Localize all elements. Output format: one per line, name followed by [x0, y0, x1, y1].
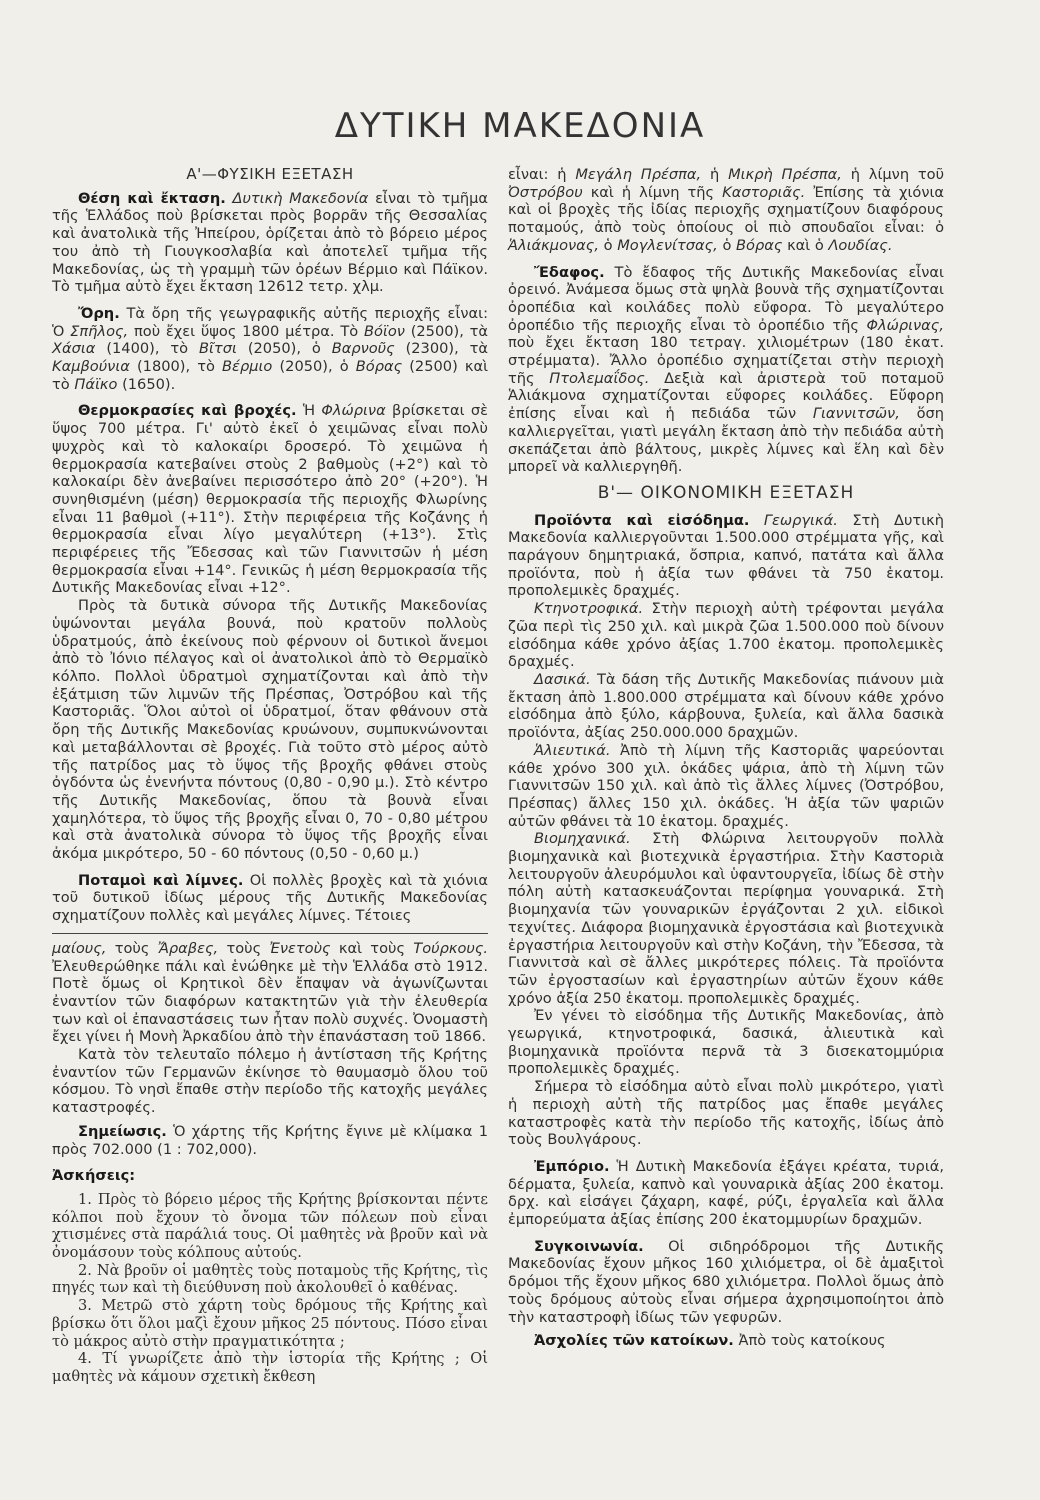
mountain-name: Καμβούνια: [52, 358, 130, 376]
text-soil-1: Τὸ ἔδαφος τῆς Δυτικῆς Μακεδονίας εἶναι ὀρεινό. Ἀνάμεσα ὅμως στὰ ψηλὰ βουνὰ τῆς σχηματίζονται ὀροπέδια καὶ κοιλάδες πολὺ εὔφορα. Τὸ μεγαλύτερο ὀροπέδιο τῆς περιοχῆς εἶναι τὸ ὀροπέδιο τῆς: [508, 263, 944, 334]
paragraph-rivers: [52, 872, 488, 925]
paragraph-mountains: [52, 305, 488, 394]
divider-rule: [52, 933, 488, 934]
text-transport: Οἱ σιδηρόδρομοι τῆς Δυτικῆς Μακεδονίας ἔχουν μῆκος 160 χιλιόμετρα, οἱ δὲ ἁμαξιτοὶ δρόμοι τῆς ἔχουν μῆκος 680 χιλιόμετρα. Πολλοὶ ὅμως ἀπὸ τοὺς δρόμους αὐτοὺς εἶναι σήμερα ἀχρησιμοποίητοι ἀπὸ τὴν καταστροφὴ ἰδίως τῶν γεφυρῶν.: [508, 1237, 945, 1326]
paragraph-livestock: [508, 600, 944, 671]
mountain-name: Πάϊκο: [74, 375, 118, 393]
paragraph-climate: [52, 402, 488, 597]
place-florina: Φλώρινας,: [866, 316, 944, 334]
text-lakes-6: ὁ: [603, 236, 613, 254]
exercise-item: 2. Νὰ βροῦν οἱ μαθητὲς τοὺς ποταμοὺς τῆς Κρήτης, τὶς πηγές των καὶ τὴ διεύθυνση ποὺ ἀκολουθεῖ ὁ καθένας.: [52, 1261, 488, 1297]
text-crete-4: Ἐλευθερώθηκε πάλι καὶ ἑνώθηκε μὲ τὴν Ἑλλάδα στὸ 1912. Ποτὲ ὅμως οἱ Κρητικοὶ δὲν ἔπαψαν νὰ ἀγωνίζωνται ἐναντίον τῶν διαφόρων κατακτητῶν γιὰ τὴν ἐλευθερία των καὶ οἱ ἐπαναστάσεις των ἦταν πολὺ συχνές. Ὀνομαστὴ ἔχει γίνει ἡ Μονὴ Ἀρκαδίου ἀπὸ τὴν ἐπανάσταση τοῦ 1866.: [52, 957, 488, 1046]
mountain-name: Βέρμιο: [222, 358, 273, 376]
category-fishing: Ἁλιευτικά.: [534, 741, 611, 759]
text-agricultural: Στὴ Δυτικὴ Μακεδονία καλλιεργοῦνται 1.500.000 στρέμματα γῆς, καὶ παράγουν δημητριακά, ὄσπρια, καπνό, πατάτα καὶ ἄλλα προϊόντα, ποὺ ἡ ἀξία των φθάνει τὰ 750 ἑκατομ. προπολεμικὲς δραχμές.: [508, 511, 945, 600]
text-forestry: Τὰ δάση τῆς Δυτικῆς Μακεδονίας πιάνουν μιὰ ἔκταση ἀπὸ 1.800.000 στρέμματα καὶ δίνουν κάθε χρόνο εἰσόδημα ἀπὸ ξύλο, κάρβουνα, ξυλεία, καὶ ἄλλα δασικὰ προϊόντα, ἀξίας 250.000.000 δραχμῶν.: [508, 670, 945, 742]
text-livestock: Στὴν περιοχὴ αὐτὴ τρέφονται μεγάλα ζῶα περὶ τὶς 250 χιλ. καὶ μικρὰ ζῶα 1.500.000 ποὺ δίνουν εἰσόδημα κάθε χρόνο ἀξίας 1.700 ἑκατομ. προπολεμικὲς δραχμές.: [508, 600, 944, 671]
text-lakes-5: Ἐπίσης τὰ χιόνια καὶ οἱ βροχὲς τῆς ἰδίας περιοχῆς σχηματίζουν διαφόρους ποταμούς, ἀπὸ τοὺς ὁποίους οἱ πιὸ σπουδαῖοι εἶναι: ὁ: [508, 183, 945, 237]
text-industrial: Στὴ Φλώρινα λειτουργοῦν πολλὰ βιομηχανικὰ καὶ βιοτεχνικὰ ἐργαστήρια. Στὴν Καστοριὰ λειτουργοῦν ἀλευρόμυλοι καὶ ὑφαντουργεῖα, ἰδίως δὲ στὴν πόλη αὐτὴ κατασκευάζονται περίφημα γουναρικά. Στὴ βιομηχανία τῶν γουναρικῶν ἐργάζονται 2 χιλ. εἰδικοὶ τεχνίτες. Διάφορα βιομηχανικὰ ἐργοστάσια καὶ βιοτεχνικὰ ἐργαστήρια λειτουργοῦν καὶ στὴν Κοζάνη, τὴν Ἔδεσσα, τὰ Γιαννιτσὰ καὶ σὲ ἄλλες μικρότερες πόλεις. Τὰ προϊόντα τῶν ἐργοστασίων καὶ ἐργαστηρίων αὐτῶν ἔχουν κάθε χρόνο ἀξία 250 ἑκατομ. προπολεμικὲς δραχμές.: [508, 830, 945, 1007]
mountain-name: Βαρνοῦς: [331, 340, 395, 358]
text-position: εἶναι τὸ τμῆμα τῆς Ἑλλάδος ποὺ βρίσκεται πρὸς βορρᾶν τῆς Θεσσαλίας καὶ ἀνατολικὰ τῆς Ἠπείρου, ὁρίζεται ἀπὸ τὸ βόρειο μέρος του ἀπὸ τὴ Γιουγκοσλαβία καὶ ἀποτελεῖ τμῆμα τῆς Μακεδονίας, ὡς τὴ γραμμὴ τῶν ὀρέων Βέρμιο καὶ Πάϊκον. Τὸ τμῆμα αὐτὸ ἔχει ἔκταση 12612 τετρ. χλμ.: [52, 189, 488, 296]
term-arabs: Ἄραβες,: [157, 939, 219, 957]
paragraph-crete-history: [52, 940, 488, 1046]
exercise-item: 1. Πρὸς τὸ βόρειο μέρος τῆς Κρήτης βρίσκονται πέντε κόλποι ποὺ ἔχουν τὸ ὄνομα τῶν πόλεων ποὺ εἶναι χτισμένες στὰ παράλιά τους. Οἱ μαθητὲς νὰ βροῦν καὶ νὰ ὀνομάσουν τοὺς κόλπους αὐτούς.: [52, 1190, 488, 1262]
text-mountains-1: Τὰ ὄρη τῆς γεωγραφικῆς αὐτῆς περιοχῆς εἶναι: Ὁ: [52, 304, 489, 340]
text-note: Ὁ χάρτης τῆς Κρήτης ἔγινε μὲ κλίμακα 1 πρὸς 702.000 (1 : 702,000).: [52, 1122, 489, 1158]
lead-products: Προϊόντα καὶ εἰσόδημα.: [534, 511, 750, 529]
text-mountains-6: (2300), τὰ: [405, 340, 489, 358]
text-mountains-3: (2500), τὰ: [410, 322, 489, 340]
term-turks: Τούρκους.: [413, 939, 489, 957]
exercise-item: 4. Τί γνωρίζετε ἀπὸ τὴν ἱστορία τῆς Κρήτης ; Οἱ μαθητὲς νὰ κάμουν σχετικὴ ἔκθεση: [52, 1350, 488, 1385]
mountain-name: Σπῆλος,: [70, 322, 129, 340]
category-livestock: Κτηνοτροφικά.: [534, 600, 644, 618]
lead-mountains: Ὄρη.: [78, 304, 120, 322]
text-mountains-2: ποὺ ἔχει ὕψος 1800 μέτρα. Τὸ: [133, 322, 359, 340]
paragraph-transport: [508, 1238, 944, 1327]
left-column: [52, 166, 488, 1386]
lead-occupations: Ἀσχολίες τῶν κατοίκων.: [534, 1332, 734, 1350]
term-venetians: Ἐνετοὺς: [269, 939, 331, 957]
right-column: [508, 166, 944, 1350]
mountain-name: Βῖτσι: [198, 340, 237, 358]
lead-rivers: Ποταμοὶ καὶ λίμνες.: [78, 871, 244, 889]
text-lakes-8: καὶ ὁ: [787, 236, 824, 254]
text-mountains-7: (1800), τὸ: [136, 358, 215, 376]
text-trade: Ἡ Δυτικὴ Μακεδονία ἐξάγει κρέατα, τυριά, δέρματα, ξυλεία, καπνὸ καὶ γουναρικὰ ἀξίας 200 ἑκατομ. δρχ. καὶ εἰσάγει ζάχαρη, καφέ, ρύζι, ἐργαλεῖα καὶ ἄλλα ἐμπορεύματα ἀξίας ἐπίσης 200 ἑκατομμυρίων δραχμῶν.: [508, 1157, 945, 1229]
paragraph-income-today: Σήμερα τὸ εἰσόδημα αὐτὸ εἶναι πολὺ μικρότερο, γιατὶ ἡ περιοχὴ αὐτὴ τῆς πατρίδος μας ἔπαθε μεγάλες καταστροφὲς κατὰ τὴν περίοδο τῆς κατοχῆς, ἰδίως ἀπὸ τοὺς Βουλγάρους.: [508, 1078, 944, 1149]
paragraph-industrial: [508, 830, 944, 1007]
lead-climate: Θερμοκρασίες καὶ βροχές.: [78, 402, 297, 420]
lake-name: Ὀστρόβου: [508, 183, 583, 201]
paragraph-position: [52, 190, 488, 296]
paragraph-agricultural: [508, 512, 944, 601]
text-mountains-10: (1650).: [122, 375, 176, 393]
lake-name: Καστοριᾶς.: [722, 183, 806, 201]
river-name: Ἁλιάκμονας,: [508, 236, 599, 254]
text-mountains-5: (2050), ὁ: [247, 340, 321, 358]
text-climate-2: βρίσκεται σὲ ὕψος 700 μέτρα. Γι' αὐτὸ ἐκεῖ ὁ χειμῶνας εἶναι πολὺ ψυχρὸς καὶ τὸ καλοκαίρι δροσερό. Τὸ χειμῶνα ἡ θερμοκρασία κατεβαίνει στοὺς 2 βαθμοὺς (+2°) καὶ τὸ καλοκαίρι δὲν ἀνεβαίνει περισσότερο ἀπὸ 20° (+20°). Ἡ συνηθισμένη (μέση) θερμοκρασία τῆς περιοχῆς Φλωρίνης εἶναι 11 βαθμοὶ (+11°). Στὴν περιφέρεια τῆς Κοζάνης ἡ θερμοκρασία εἶναι λίγο μεγαλύτερη (+13°). Στὶς περιφέρειες τῆς Ἔδεσσας καὶ τῶν Γιαννιτσῶν ἡ μέση θερμοκρασία εἶναι +14°. Γενικῶς ἡ μέση θερμοκρασία τῆς Δυτικῆς Μακεδονίας εἶναι +12°.: [52, 402, 489, 597]
text-soil-4: ὅση καλλιεργεῖται, γιατὶ μεγάλη ἔκταση ἀπὸ τὴν πεδιάδα αὐτὴ σκεπάζεται ἀπὸ βάλτους, μικρὲς λίμνες καὶ ἕλη καὶ δὲν μπορεῖ νὰ καλλιεργηθῆ.: [508, 405, 945, 476]
paragraph-soil: [508, 264, 944, 476]
mountain-name: Χάσια: [52, 340, 96, 358]
paragraph-trade: [508, 1158, 944, 1229]
place-ptolemaida: Πτολεμαΐδος.: [549, 369, 650, 387]
lead-trade: Ἐμπόριο.: [534, 1157, 610, 1175]
text-rivers: Οἱ πολλὲς βροχὲς καὶ τὰ χιόνια τοῦ δυτικοῦ ἰδίως μέρους τῆς Δυτικῆς Μακεδονίας σχηματίζουν πολλὲς καὶ μεγάλες λίμνες. Τέτοιες: [52, 871, 488, 925]
text-crete-3: καὶ τοὺς: [338, 939, 406, 957]
page-title: ΔΥΤΙΚΗ ΜΑΚΕΔΟΝΙΑ: [334, 106, 706, 146]
text-lakes-4: καὶ ἡ λίμνη τῆς: [590, 183, 715, 201]
section-heading-physical: Α'—ΦΥΣΙΚΗ ΕΞΕΤΑΣΗ: [186, 165, 354, 183]
lake-name: Μικρὴ Πρέσπα,: [728, 166, 842, 183]
category-industrial: Βιομηχανικά.: [534, 830, 631, 848]
text-occupations: Ἀπὸ τοὺς κατοίκους: [738, 1332, 886, 1350]
exercise-item: 3. Μετρῶ στὸ χάρτη τοὺς δρόμους τῆς Κρήτης καὶ βρίσκω ὅτι ὅλοι μαζὶ ἔχουν μῆκος 25 πόντους. Πόσο εἶναι τὸ μάκρος αὐτὸ στὴν πραγματικότητα ;: [52, 1297, 488, 1350]
river-name: Μογλενίτσας,: [617, 236, 718, 254]
paragraph-income-total: Ἐν γένει τὸ εἰσόδημα τῆς Δυτικῆς Μακεδονίας, ἀπὸ γεωργικά, κτηνοτροφικά, δασικά, ἁλιευτικὰ καὶ βιομηχανικὰ προϊόντα περνᾶ τὰ 3 δισεκατομμύρια προπολεμικὲς δραχμές.: [508, 1007, 944, 1078]
lead-note: Σημείωσις.: [78, 1122, 167, 1140]
paragraph-fishing: [508, 742, 944, 831]
paragraph-lakes: [508, 166, 944, 255]
term-west-macedonia: Δυτικὴ Μακεδονία: [232, 189, 369, 207]
category-agricultural: Γεωργικά.: [763, 511, 838, 529]
term-romans: μαίους,: [52, 939, 107, 957]
paragraph-occupations: [508, 1332, 944, 1350]
text-lakes-2: ἡ: [710, 166, 720, 183]
paragraph-crete-war: Κατὰ τὸν τελευταῖο πόλεμο ἡ ἀντίσταση τῆς Κρήτης ἐναντίον τῶν Γερμανῶν ἐκίνησε τὸ θαυμασμὸ ὅλου τοῦ κόσμου. Τὸ νησὶ ἔπαθε στὴν περίοδο τῆς κατοχῆς μεγάλες καταστροφές.: [52, 1046, 488, 1117]
text-lakes-3: ἡ λίμνη τοῦ: [850, 166, 945, 183]
place-giannitsa: Γιαννιτσῶν,: [812, 405, 900, 423]
text-mountains-4: (1400), τὸ: [106, 340, 189, 358]
text-lakes-1: εἶναι: ἡ: [508, 166, 567, 183]
paragraph-forestry: [508, 671, 944, 742]
text-lakes-7: ὁ: [722, 236, 732, 254]
text-crete-2: τοὺς: [226, 939, 262, 957]
text-crete-1: τοὺς: [114, 939, 150, 957]
lead-soil: Ἔδαφος.: [534, 263, 605, 281]
section-heading-economic: Β'— ΟΙΚΟΝΟΜΙΚΗ ΕΞΕΤΑΣΗ: [597, 482, 855, 503]
text-soil-2: ποὺ ἔχει ἔκταση 180 τετραγ. χιλιομέτρων (180 ἑκατ. στρέμματα). Ἄλλο ὀροπέδιο σχηματίζεται στὴν περιοχὴ τῆς: [508, 334, 944, 387]
exercises-heading: Ἀσκήσεις:: [52, 1167, 136, 1185]
lead-position: Θέση καὶ ἔκταση.: [78, 189, 226, 207]
text-mountains-9: (2500) καὶ τὸ: [52, 358, 489, 393]
category-forestry: Δασικά.: [534, 670, 591, 688]
paragraph-rain: Πρὸς τὰ δυτικὰ σύνορα τῆς Δυτικῆς Μακεδονίας ὑψώνονται μεγάλα βουνά, ποὺ κρατοῦν πολλοὺς ὑδρατμούς, ἀπὸ ἐκείνους ποὺ φέρνουν οἱ δυτικοὶ ἄνεμοι ἀπὸ τὸ Ἰόνιο πέλαγος καὶ οἱ ἀνατολικοὶ ἀπὸ τὸ Θερμαϊκὸ κόλπο. Πολλοὶ ὑδρατμοὶ σχηματίζονται καὶ ἀπὸ τὴν ἐξάτμιση τῶν λιμνῶν τῆς Πρέσπας, Ὀστρόβου καὶ τῆς Καστοριᾶς. Ὅλοι αὐτοὶ οἱ ὑδρατμοί, ὅταν φθάνουν στὰ ὄρη τῆς Δυτικῆς Μακεδονίας κρυώνουν, συμπυκνώνονται καὶ μεταβάλλονται σὲ βροχές. Γιὰ τοῦτο στὸ μέρος αὐτὸ τῆς πατρίδος μας τὸ ὕψος τῆς βροχῆς φθάνει στοὺς ὀγδόντα ὡς ἐνενήντα πόντους (0,80 - 0,90 μ.). Στὸ κέντρο τῆς Δυτικῆς Μακεδονίας, ὅπου τὰ βουνὰ εἶναι χαμηλότερα, τὸ ὕψος τῆς βροχῆς εἶναι 0, 70 - 0,80 μέτρου καὶ στὰ ἀνατολικὰ σύνορα τὸ ὕψος τῆς βροχῆς εἶναι ἀκόμα μικρότερο, 50 - 60 πόντους (0,50 - 0,60 μ.): [52, 597, 488, 863]
mountain-name: Βόρας: [355, 358, 403, 376]
text-climate-1: Ἡ: [302, 402, 316, 420]
text-soil-3: Δεξιὰ καὶ ἀριστερὰ τοῦ ποταμοῦ Ἁλιάκμονα σχηματίζονται εὔφορες κοιλάδες. Εὔφορη ἐπίσης εἶναι καὶ ἡ πεδιάδα τῶν: [508, 369, 945, 423]
river-name: Λουδίας.: [828, 236, 893, 254]
text-mountains-8: (2050), ὁ: [279, 358, 349, 376]
text-fishing: Ἀπὸ τὴ λίμνη τῆς Καστοριᾶς ψαρεύονται κάθε χρόνο 300 χιλ. ὀκάδες ψάρια, ἀπὸ τὴ λίμνη τῶν Γιαννιτσῶν 150 χιλ. καὶ ἀπὸ τὶς ἄλλες λίμνες (Ὀστρόβου, Πρέσπας) ἄλλες 150 χιλ. ὀκάδες. Ἡ ἀξία τῶν ψαριῶν αὐτῶν φθάνει τὰ 10 ἑκατομ. δραχμές.: [508, 741, 945, 830]
lake-name: Μεγάλη Πρέσπα,: [575, 166, 702, 183]
paragraph-note: [52, 1123, 488, 1158]
mountain-name: Βόϊον: [363, 322, 405, 340]
river-name: Βόρας: [736, 236, 783, 254]
place-florina: Φλώρινα: [321, 402, 386, 420]
lead-transport: Συγκοινωνία.: [534, 1237, 644, 1255]
